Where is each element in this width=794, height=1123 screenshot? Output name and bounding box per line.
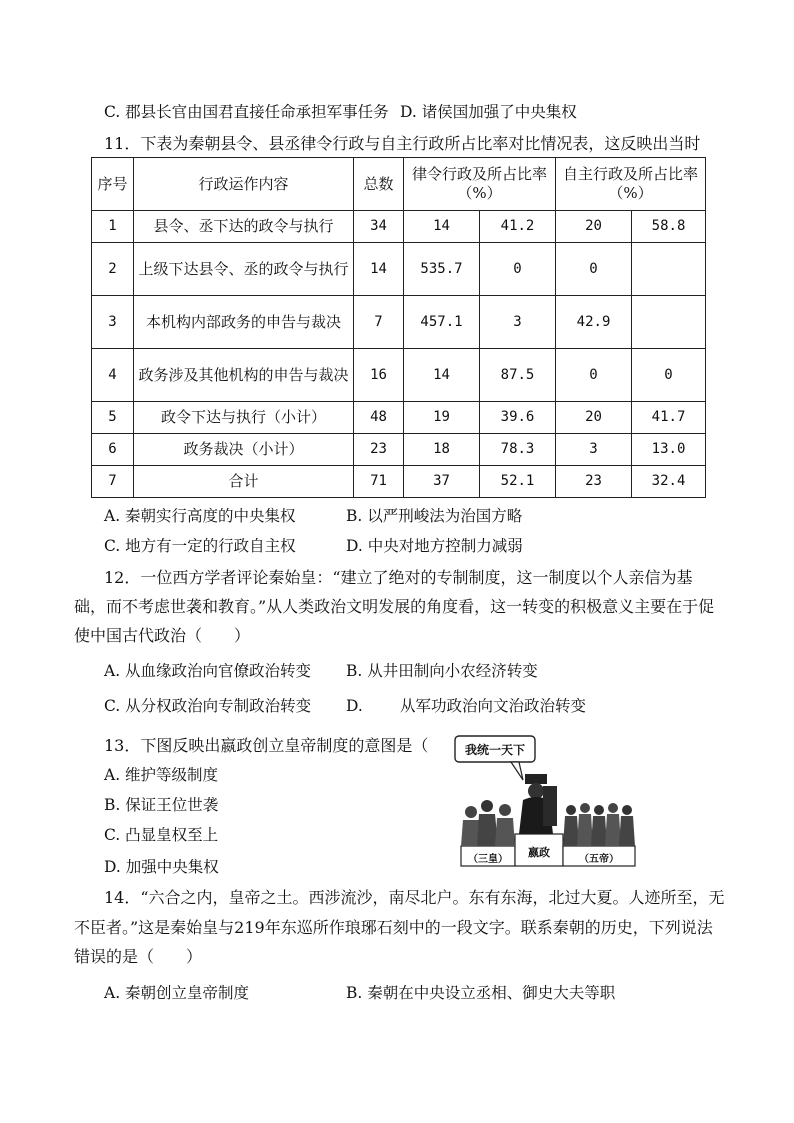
- cell-seq: 1: [92, 211, 134, 243]
- cell-auto-count: 20: [556, 211, 632, 243]
- cell-law-count: 19: [404, 402, 480, 434]
- q11-option-c: C. 地方有一定的行政自主权: [104, 537, 296, 555]
- cell-seq: 7: [92, 466, 134, 498]
- cell-law-count: 535.7: [404, 243, 480, 296]
- q13-option-b: B. 保证王位世袭: [104, 796, 219, 814]
- cell-seq: 2: [92, 243, 134, 296]
- header-total: 总数: [354, 158, 404, 211]
- q13-cartoon-figure: [453, 734, 639, 870]
- cell-law-rate: 78.3: [480, 434, 556, 466]
- cell-auto-count: 0: [556, 243, 632, 296]
- q14-stem-line2: 不臣者。”这是秦始皇与219年东巡所作琅琊石刻中的一段文字。联系秦朝的历史，下列说法: [74, 918, 713, 937]
- cell-total: 48: [354, 402, 404, 434]
- cell-content: 政务裁决（小计）: [134, 434, 354, 466]
- cell-auto-count: 42.9: [556, 296, 632, 349]
- cell-total: 14: [354, 243, 404, 296]
- speech-bubble-tail: [511, 762, 523, 780]
- cell-content: 本机构内部政务的申告与裁决: [134, 296, 354, 349]
- cell-law-count: 14: [404, 211, 480, 243]
- cell-auto-rate: 41.7: [632, 402, 706, 434]
- q10-option-d: D. 诸侯国加强了中央集权: [400, 103, 577, 121]
- q12-stem-line3: 使中国古代政治（ ）: [74, 626, 251, 645]
- cell-seq: 5: [92, 402, 134, 434]
- q11-ratio-table: [91, 157, 706, 498]
- table-header-row: [92, 158, 706, 211]
- right-label: （五帝）: [579, 854, 619, 865]
- cell-content: 县令、丞下达的政令与执行: [134, 211, 354, 243]
- cell-law-rate: 41.2: [480, 211, 556, 243]
- header-content: 行政运作内容: [134, 158, 354, 211]
- cell-auto-rate: 0: [632, 349, 706, 402]
- q12-option-a: A. 从血缘政治向官僚政治转变: [104, 662, 312, 680]
- three-sovereigns-figures: [461, 800, 515, 846]
- cell-total: 16: [354, 349, 404, 402]
- cell-auto-rate: [632, 296, 706, 349]
- five-emperors-figures: [563, 803, 635, 846]
- cell-auto-rate: 13.0: [632, 434, 706, 466]
- cell-content: 政令下达与执行（小计）: [134, 402, 354, 434]
- cell-law-rate: 39.6: [480, 402, 556, 434]
- q11-option-d: D. 中央对地方控制力减弱: [346, 537, 523, 555]
- table-row: [92, 466, 706, 498]
- cell-total: 23: [354, 434, 404, 466]
- q14-option-b: B. 秦朝在中央设立丞相、御史大夫等职: [346, 984, 616, 1002]
- q14-option-a: A. 秦朝创立皇帝制度: [104, 984, 250, 1002]
- cell-law-count: 37: [404, 466, 480, 498]
- q11-option-b: B. 以严刑峻法为治国方略: [346, 507, 523, 525]
- cell-law-count: 18: [404, 434, 480, 466]
- q13-option-a: A. 维护等级制度: [104, 766, 219, 784]
- q13-option-d: D. 加强中央集权: [104, 858, 219, 876]
- cell-total: 34: [354, 211, 404, 243]
- cell-law-rate: 3: [480, 296, 556, 349]
- cell-total: 7: [354, 296, 404, 349]
- cell-total: 71: [354, 466, 404, 498]
- cell-law-rate: 0: [480, 243, 556, 296]
- emperor-figure: [519, 774, 557, 834]
- cell-auto-count: 0: [556, 349, 632, 402]
- cell-content: 政务涉及其他机构的申告与裁决: [134, 349, 354, 402]
- header-auto: 自主行政及所占比率（%）: [556, 158, 706, 211]
- cell-law-count: 14: [404, 349, 480, 402]
- q12-option-d-text: 从军功政治向文治政治转变: [400, 697, 587, 715]
- table-row: [92, 434, 706, 466]
- q12-option-c: C. 从分权政治向专制政治转变: [104, 697, 312, 715]
- q10-option-c: C. 郡县长官由国君直接任命承担军事任务: [104, 103, 389, 121]
- table-row: [92, 243, 706, 296]
- q12-stem-line2: 础，而不考虑世袭和教育。”从人类政治文明发展的角度看，这一转变的积极意义主要在于促: [74, 597, 715, 616]
- q12-stem-line1: 12．一位西方学者评论秦始皇：“建立了绝对的专制制度，这一制度以个人亲信为基: [104, 568, 693, 587]
- cell-seq: 4: [92, 349, 134, 402]
- q11-stem: 11．下表为秦朝县令、县丞律令行政与自主行政所占比率对比情况表，这反映出当时: [104, 134, 701, 153]
- q12-option-b: B. 从井田制向小农经济转变: [346, 662, 538, 680]
- cell-content: 合计: [134, 466, 354, 498]
- q13-stem: 13．下图反映出嬴政创立皇帝制度的意图是（: [104, 736, 429, 755]
- left-label: （三皇）: [468, 854, 508, 865]
- cell-auto-rate: 32.4: [632, 466, 706, 498]
- cell-auto-count: 20: [556, 402, 632, 434]
- q14-stem-line1: 14．“六合之内，皇帝之土。西涉流沙，南尽北户。东有东海，北过大夏。人迹所至，无: [104, 888, 725, 907]
- cell-law-rate: 52.1: [480, 466, 556, 498]
- table-row: [92, 402, 706, 434]
- cell-auto-count: 3: [556, 434, 632, 466]
- cell-law-count: 457.1: [404, 296, 480, 349]
- cell-seq: 3: [92, 296, 134, 349]
- cell-auto-rate: 58.8: [632, 211, 706, 243]
- table-row: [92, 296, 706, 349]
- center-label: 嬴政: [528, 846, 550, 859]
- q11-option-a: A. 秦朝实行高度的中央集权: [104, 507, 296, 525]
- table-row: [92, 349, 706, 402]
- q13-option-c: C. 凸显皇权至上: [104, 826, 219, 844]
- q14-stem-line3: 错误的是（ ）: [74, 947, 203, 966]
- cell-content: 上级下达县令、丞的政令与执行: [134, 243, 354, 296]
- cell-seq: 6: [92, 434, 134, 466]
- cell-law-rate: 87.5: [480, 349, 556, 402]
- table-row: [92, 211, 706, 243]
- q12-option-d-letter: D.: [346, 697, 363, 715]
- cell-auto-rate: [632, 243, 706, 296]
- header-seq: 序号: [92, 158, 134, 211]
- header-law: 律令行政及所占比率（%）: [404, 158, 556, 211]
- cartoon-illustration: [453, 734, 639, 870]
- cell-auto-count: 23: [556, 466, 632, 498]
- speech-text: 我统一天下: [464, 743, 526, 757]
